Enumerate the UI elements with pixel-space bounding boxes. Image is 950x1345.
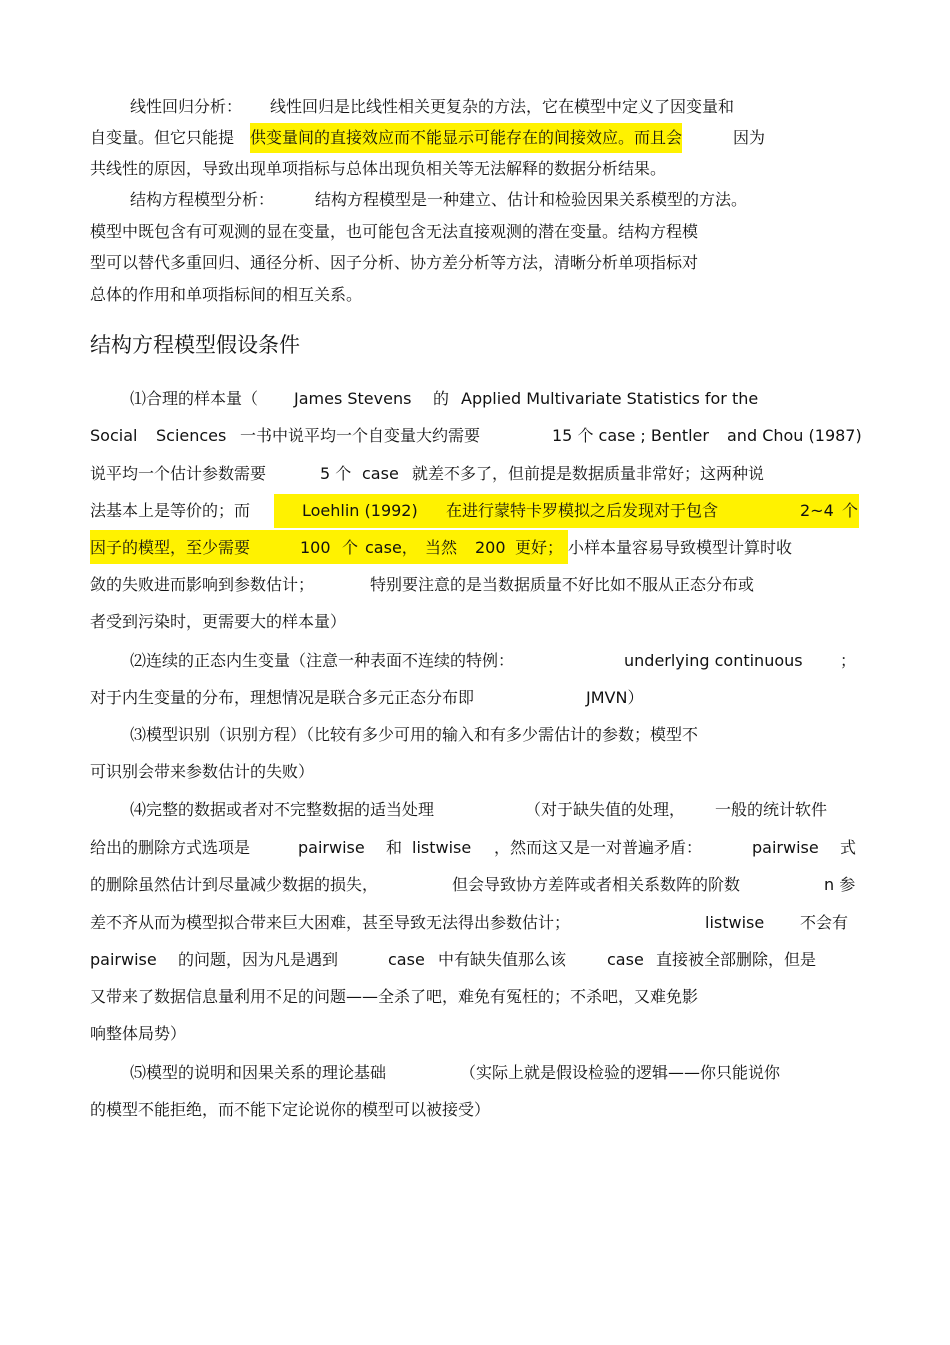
text-run: （对于缺失值的处理， — [525, 800, 686, 819]
text-run: Applied Multivariate Statistics for the — [461, 389, 759, 408]
text-run: 的 — [433, 389, 450, 408]
text-run: 给出的删除方式选项是 — [90, 838, 251, 857]
paragraph-line — [0, 795, 950, 825]
text-run: 对于内生变量的分布，理想情况是联合多元正态分布即 — [90, 688, 475, 707]
text-run: 和 — [386, 838, 403, 857]
text-run: 100 — [300, 538, 331, 557]
paragraph-line — [0, 154, 950, 184]
text-run: （实际上就是假设检验的逻辑——你只能说你 — [460, 1063, 781, 1082]
text-run: case， — [365, 538, 418, 557]
paragraph-line — [0, 421, 950, 451]
paragraph-line — [0, 982, 950, 1012]
text-run: 线性回归是比线性相关更复杂的方法，它在模型中定义了因变量和 — [270, 97, 735, 116]
text-run: ； — [840, 651, 857, 670]
text-run: listwise — [412, 838, 472, 857]
text-run: 可识别会带来参数估计的失败） — [90, 762, 315, 781]
text-run: Loehlin (1992) — [302, 501, 418, 520]
text-run: underlying continuous — [624, 651, 803, 670]
text-run: 型可以替代多重回归、通径分析、因子分析、协方差分析等方法，清晰分析单项指标对 — [90, 253, 699, 272]
text-run: ⑸模型的说明和因果关系的理论基础 — [130, 1063, 387, 1082]
paragraph-line — [0, 945, 950, 975]
text-run: pairwise — [90, 950, 157, 969]
text-run: ⑶模型识别（识别方程）（比较有多少可用的输入和有多少需估计的参数；模型不 — [130, 725, 699, 744]
text-run: 5 个 — [320, 464, 352, 483]
paragraph-line — [0, 459, 950, 489]
text-run: 模型中既包含有可观测的显在变量，也可能包含无法直接观测的潜在变量。结构方程模 — [90, 222, 699, 241]
text-run: 当然 — [425, 538, 458, 557]
text-run: case — [362, 464, 399, 483]
text-run: 200 — [475, 538, 506, 557]
text-run: 自变量。但它只能提 — [90, 128, 235, 147]
text-run: 结构方程模型分析： — [130, 190, 275, 209]
text-run: 不会有 — [800, 913, 849, 932]
paragraph-line — [0, 533, 950, 563]
text-run: 直接被全部删除，但是 — [656, 950, 817, 969]
text-run: ⑴合理的样本量（ — [130, 389, 259, 408]
section-heading: 结构方程模型假设条件 — [90, 333, 300, 357]
text-run: 但会导致协方差阵或者相关系数阵的阶数 — [452, 875, 741, 894]
text-run: Sciences — [156, 426, 227, 445]
paragraph-line — [0, 683, 950, 713]
text-run: 15 个 case ; Bentler — [552, 426, 709, 445]
text-run: 因子的模型，至少需要 — [90, 538, 251, 557]
text-run: 更好； — [515, 538, 564, 557]
text-run: 说平均一个估计参数需要 — [90, 464, 267, 483]
text-run: listwise — [705, 913, 765, 932]
text-run: 2~4 — [800, 501, 834, 520]
paragraph-line — [0, 217, 950, 247]
paragraph-line — [0, 1019, 950, 1049]
text-run: 式 — [840, 838, 857, 857]
text-run: 小样本量容易导致模型计算时收 — [568, 538, 793, 557]
paragraph-line — [0, 1095, 950, 1125]
text-run: 敛的失败进而影响到参数估计； — [90, 575, 315, 594]
text-run: pairwise — [298, 838, 365, 857]
text-run: 线性回归分析： — [130, 97, 243, 116]
text-run: pairwise — [752, 838, 819, 857]
text-run: 结构方程模型是一种建立、估计和检验因果关系模型的方法。 — [315, 190, 748, 209]
text-run: 个 — [842, 501, 859, 520]
highlighted-text: 供变量间的直接效应而不能显示可能存在的间接效应。而且会 — [250, 123, 682, 153]
text-run: ⑷完整的数据或者对不完整数据的适当处理 — [130, 800, 435, 819]
text-run: JMVN） — [586, 688, 644, 707]
text-run: 共线性的原因，导致出现单项指标与总体出现负相关等无法解释的数据分析结果。 — [90, 159, 667, 178]
paragraph-line — [0, 280, 950, 310]
paragraph-line — [0, 720, 950, 750]
text-run: 就差不多了，但前提是数据质量非常好；这两种说 — [412, 464, 765, 483]
text-run: 的模型不能拒绝，而不能下定论说你的模型可以被接受） — [90, 1100, 491, 1119]
paragraph-line — [0, 570, 950, 600]
text-run: 总体的作用和单项指标间的相互关系。 — [90, 285, 363, 304]
text-run: James Stevens — [294, 389, 412, 408]
text-run: 个 — [342, 538, 359, 557]
text-run: case — [388, 950, 425, 969]
paragraph-line — [0, 248, 950, 278]
paragraph-line — [0, 185, 950, 215]
text-run: 者受到污染时，更需要大的样本量） — [90, 612, 347, 631]
paragraph-line — [0, 646, 950, 676]
paragraph-line — [0, 123, 950, 153]
text-run: 一书中说平均一个自变量大约需要 — [240, 426, 481, 445]
text-run: case — [607, 950, 644, 969]
text-run: ，然而这又是一对普遍矛盾： — [494, 838, 703, 857]
paragraph-line — [0, 496, 950, 526]
text-run: and Chou (1987) — [727, 426, 862, 445]
paragraph-line — [0, 833, 950, 863]
text-run: 的问题，因为凡是遇到 — [178, 950, 339, 969]
text-run: 的删除虽然估计到尽量减少数据的损失， — [90, 875, 379, 894]
paragraph-line — [0, 870, 950, 900]
text-run: ⑵连续的正态内生变量（注意一种表面不连续的特例： — [130, 651, 515, 670]
text-run: 特别要注意的是当数据质量不好比如不服从正态分布或 — [370, 575, 755, 594]
paragraph-line — [0, 607, 950, 637]
text-run: 法基本上是等价的；而 — [90, 501, 251, 520]
text-run: 一般的统计软件 — [715, 800, 828, 819]
paragraph-line — [0, 92, 950, 122]
paragraph-line — [0, 757, 950, 787]
text-run: Social — [90, 426, 138, 445]
text-run: 因为 — [733, 128, 766, 147]
text-run: n 参 — [824, 875, 856, 894]
paragraph-line — [0, 1058, 950, 1088]
text-run: 响整体局势） — [90, 1024, 187, 1043]
text-run: 中有缺失值那么该 — [438, 950, 567, 969]
text-run: 又带来了数据信息量利用不足的问题——全杀了吧，难免有冤枉的；不杀吧，又难免影 — [90, 987, 699, 1006]
text-run: 差不齐从而为模型拟合带来巨大困难，甚至导致无法得出参数估计； — [90, 913, 571, 932]
text-run: 在进行蒙特卡罗模拟之后发现对于包含 — [446, 501, 719, 520]
paragraph-line — [0, 384, 950, 414]
paragraph-line — [0, 908, 950, 938]
